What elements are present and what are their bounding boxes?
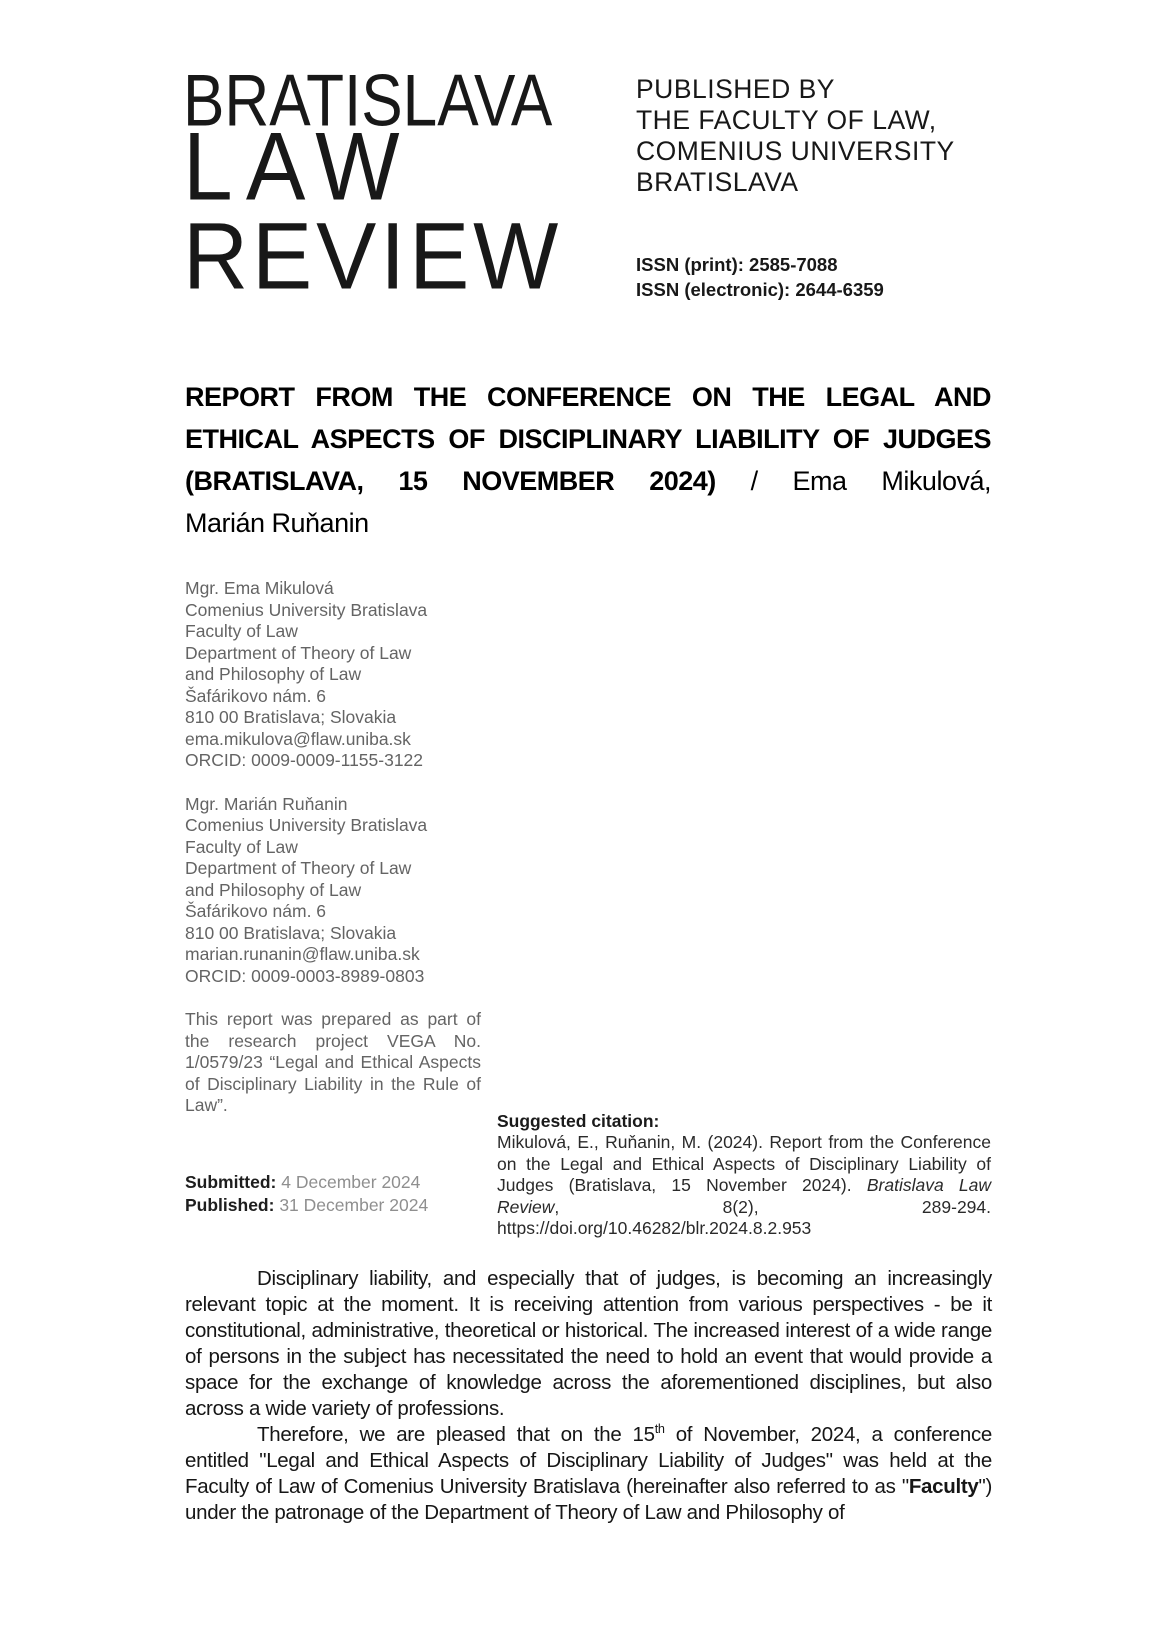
author-affiliation-line: Comenius University Bratislava — [185, 815, 428, 835]
author-affiliation-line: Department of Theory of Law — [185, 858, 412, 878]
suggested-citation — [497, 1110, 991, 1240]
article-title-line — [185, 418, 991, 460]
author-affiliation-line: Faculty of Law — [185, 836, 298, 857]
published-date — [185, 1194, 428, 1217]
suggested-citation-heading: Suggested citation: — [497, 1111, 660, 1131]
article-title-text: REPORT FROM THE CONFERENCE ON THE LEGAL AND — [185, 382, 991, 412]
author-email: ema.mikulova@flaw.uniba.sk — [185, 728, 411, 749]
journal-logo-line-3: REVIEW — [183, 202, 563, 309]
author-address-line: 810 00 Bratislava; Slovakia — [185, 707, 397, 727]
publisher-line: THE FACULTY OF LAW, — [636, 105, 937, 135]
author-affiliation-line: Department of Theory of Law — [185, 642, 412, 663]
journal-logo-line-2: LAW — [183, 112, 413, 221]
author-email: marian.runanin@flaw.uniba.sk — [185, 944, 420, 964]
article-title — [185, 376, 991, 544]
article-authors-inline: / Ema Mikulová, — [750, 466, 991, 496]
article-title-line — [185, 460, 991, 502]
publisher-line: PUBLISHED BY — [636, 74, 835, 104]
project-note: This report was prepared as part of the research project VEGA No. 1/0579/23 “Legal and Ethical Aspects of Disciplinary Liability in the Rule of Law”. — [185, 1009, 481, 1115]
publisher-line: COMENIUS UNIVERSITY — [636, 136, 955, 166]
author-affiliation-block-1 — [185, 578, 481, 772]
submitted-date — [185, 1171, 428, 1194]
publisher-block — [636, 74, 955, 198]
article-title-line — [185, 502, 991, 544]
author-address-line: Šafárikovo nám. 6 — [185, 901, 327, 921]
article-title-text: ETHICAL ASPECTS OF DISCIPLINARY LIABILITY OF JUDGES — [185, 424, 991, 454]
article-title-line — [185, 376, 991, 418]
article-dates — [185, 1171, 428, 1217]
article-title-text: (BRATISLAVA, 15 NOVEMBER 2024) — [185, 466, 716, 496]
author-sidebar — [185, 578, 481, 1117]
author-affiliation-line: and Philosophy of Law — [185, 879, 362, 900]
body-paragraph-1: Disciplinary liability, and especially that of judges, is becoming an increasingly relevant topic at the moment. It is receiving attention from various perspectives - be it constitutional, administrative, theoretical or historical. The increased interest of a wide range of persons in the subject has necessitated the need to hold an event that would provide a space for the exchange of knowledge across the aforementioned disciplines, but also across a wide variety of professions. — [185, 1267, 992, 1420]
issn-print: ISSN (print): 2585-7088 — [636, 254, 838, 275]
author-name: Mgr. Ema Mikulová — [185, 578, 334, 598]
published-label: Published: — [185, 1195, 275, 1215]
issn-block — [636, 252, 884, 302]
author-affiliation-line: and Philosophy of Law — [185, 664, 362, 684]
journal-logo-line-1: BRATISLAVA — [183, 59, 553, 142]
author-affiliation-block-2 — [185, 794, 481, 988]
issn-electronic: ISSN (electronic): 2644-6359 — [636, 279, 884, 300]
author-address-line: Šafárikovo nám. 6 — [185, 685, 327, 706]
article-body — [185, 1266, 992, 1526]
body-paragraph-2: Therefore, we are pleased that on the 15th of November, 2024, a conference entitled "Legal and Ethical Aspects of Disciplinary Liability of Judges" was held at the Faculty of Law of Comenius University Bratislava (hereinafter also referred to as "Faculty") under the patronage of the Department of Theory of Law and Philosophy of — [185, 1421, 992, 1524]
author-affiliation-line: Faculty of Law — [185, 621, 298, 641]
submitted-label: Submitted: — [185, 1172, 277, 1192]
author-name: Mgr. Marián Ruňanin — [185, 793, 348, 814]
publisher-line: BRATISLAVA — [636, 167, 799, 197]
author-orcid: ORCID: 0009-0009-1155-3122 — [185, 750, 424, 770]
author-affiliation-line: Comenius University Bratislava — [185, 599, 428, 620]
submitted-value: 4 December 2024 — [281, 1172, 421, 1192]
article-authors-inline: Marián Ruňanin — [185, 508, 369, 538]
author-orcid: ORCID: 0009-0003-8989-0803 — [185, 965, 425, 986]
suggested-citation-text: Mikulová, E., Ruňanin, M. (2024). Report from the Conference on the Legal and Ethical Aspects of Disciplinary Liability of Judges (Bratislava, 15 November 2024). Bratislava Law Review, 8(2), 289-294. https://doi.org/10.46282/blr.2024.8.2.953 — [497, 1132, 991, 1238]
published-value: 31 December 2024 — [279, 1195, 429, 1215]
author-address-line: 810 00 Bratislava; Slovakia — [185, 922, 397, 943]
